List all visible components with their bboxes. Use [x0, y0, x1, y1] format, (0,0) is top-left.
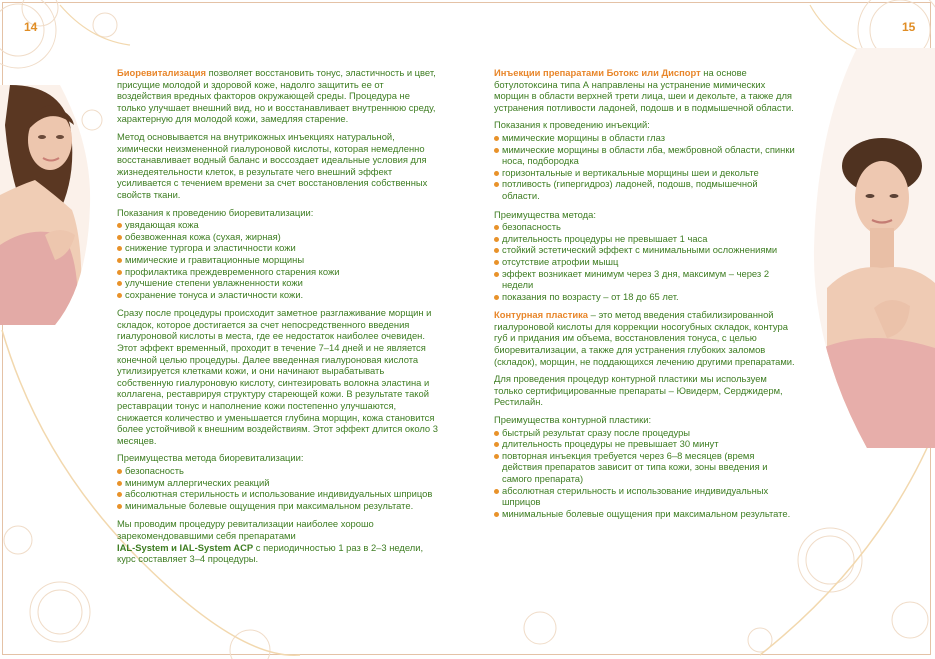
list-item: обезвоженная кожа (сухая, жирная): [117, 231, 440, 243]
advantages-list: [117, 465, 440, 511]
list-item: минимальные болевые ощущения при максимальном результате.: [117, 500, 440, 512]
list-item: улучшение степени увлажненности кожи: [117, 277, 440, 289]
list-item: быстрый результат сразу после процедуры: [494, 427, 796, 439]
list-item: снижение тургора и эластичности кожи: [117, 242, 440, 254]
method-description: Метод основывается на внутрикожных инъекциях натуральной, химически неизмененной гиалуроновой кислоты, которая немедленно восстанавливает водный баланс и воссоздает идеальные условия для жизнедеятельности клеток, в результате чего внешний эффект усиливается с течением времени за счет восстановления собственных свойств ткани.: [117, 130, 428, 200]
products-paragraph: Мы проводим процедуру ревитализации наиболее хорошо зарекомендовавшими себя препаратами IAL-System и IAL-System ACP с периодичностью 1 раз в 2–3 недели, курс составляет 3–4 процедуры.: [117, 518, 424, 565]
list-item: отсутствие атрофии мышц: [494, 256, 796, 268]
biorevitalization-heading: Биоревитализация: [117, 67, 206, 78]
list-item: эффект возникает минимум через 3 дня, максимум – через 2 недели: [494, 268, 796, 291]
injection-indications-list: [494, 132, 796, 202]
list-item: минимальные болевые ощущения при максимальном результате.: [494, 508, 796, 520]
botox-heading: Инъекции препаратами Ботокс или Диспорт: [494, 67, 701, 78]
indications-list: [117, 219, 440, 300]
list-item: профилактика преждевременного старения кожи: [117, 266, 440, 278]
contour-products: Для проведения процедур контурной пластики мы используем только сертифицированные препараты – Ювидерм, Серджидерм, Рестилайн.: [494, 373, 783, 408]
list-item: мимические морщины в области глаз: [494, 132, 796, 144]
list-item: повторная инъекция требуется через 6–8 месяцев (время действия препаратов зависит от типа кожи, зоны введения и самого препарата): [494, 450, 796, 485]
method-advantages-list: [494, 221, 796, 302]
list-item: стойкий эстетический эффект с минимальными осложнениями: [494, 244, 796, 256]
list-item: показания по возрасту – от 18 до 65 лет.: [494, 291, 796, 303]
list-item: потливость (гипергидроз) ладоней, подошв, подмышечной области.: [494, 178, 796, 201]
indications-title: Показания к проведению биоревитализации:: [117, 206, 314, 218]
list-item: увядающая кожа: [117, 219, 440, 231]
injection-indications-title: Показания к проведению инъекций:: [494, 119, 650, 131]
list-item: длительность процедуры не превышает 1 часа: [494, 233, 796, 245]
contour-intro: Контурная пластика – это метод введения стабилизированной гиалуроновой кислоты для коррекции носогубных складок, контура губ и придания им объема, восстановления тонуса, с целью биоревитализации, а также для устранения глубоких заломов (складок), морщин, не поддающихся лечению другими препаратами.: [494, 309, 795, 367]
list-item: мимические морщины в области лба, межбровной области, спинки носа, подбородка: [494, 144, 796, 167]
contour-heading: Контурная пластика: [494, 309, 589, 321]
list-item: абсолютная стерильность и использование индивидуальных шприцов: [117, 488, 440, 500]
list-item: минимум аллергических реакций: [117, 477, 440, 489]
list-item: длительность процедуры не превышает 30 минут: [494, 438, 796, 450]
page-number-left: 14: [24, 20, 38, 34]
woman-photo-right: [812, 48, 935, 448]
botox-intro: Инъекции препаратами Ботокс или Диспорт на основе ботулотоксина типа А направлены на устранение мимических морщин в области верхней трети лица, шеи и декольте, а также для устранения потливости ладоней, подошв и в подмышечной области.: [494, 67, 794, 113]
method-advantages-title: Преимущества метода:: [494, 208, 596, 220]
products-name: IAL-System и IAL-System ACP: [117, 541, 254, 553]
right-column: [494, 67, 796, 526]
biorevitalization-intro: Биоревитализация позволяет восстановить тонус, эластичность и цвет, присущие молодой и здоровой коже, надолго защитить ее от воздействия вредных факторов окружающей среды. Процедура не только улучшает внешний вид, но и восстанавливает внутреннюю среду, характерную для молодой кожи, замедляя старение.: [117, 67, 436, 125]
woman-photo-left: [0, 85, 92, 325]
page-number-right: 15: [902, 20, 916, 34]
contour-advantages-list: [494, 427, 796, 520]
list-item: сохранение тонуса и эластичности кожи.: [117, 289, 440, 301]
left-column: [117, 67, 440, 571]
list-item: мимические и гравитационные морщины: [117, 254, 440, 266]
advantages-title: Преимущества метода биоревитализации:: [117, 452, 304, 464]
contour-advantages-title: Преимущества контурной пластики:: [494, 414, 652, 426]
list-item: безопасность: [494, 221, 796, 233]
list-item: безопасность: [117, 465, 440, 477]
effect-description: Сразу после процедуры происходит заметное разглаживание морщин и складок, которое достигается за счет непосредственного введения гиалуроновой кислоты в места, где ее недостаток наиболее очевиден. Этот эффект временный, проходит в течение 7–14 дней и не является конечной целью процедуры. Далее введенная гиалуроновая кислота утилизируется клетками кожи, и они начинают вырабатывать собственную гиалуроновую кислоту, синтезировать волокна эластина и коллагена, реставрируя структуру стареющей кожи. В результате такой реставрации тонус и наполнение кожи постепенно улучшаются, снижается количество и уменьшается глубина морщин, кожа становится более устойчивой к внешним воздействиям. Этот эффект длится около 3 месяцев.: [117, 307, 438, 446]
list-item: абсолютная стерильность и использование индивидуальных шприцов: [494, 485, 796, 508]
list-item: горизонтальные и вертикальные морщины шеи и декольте: [494, 167, 796, 179]
